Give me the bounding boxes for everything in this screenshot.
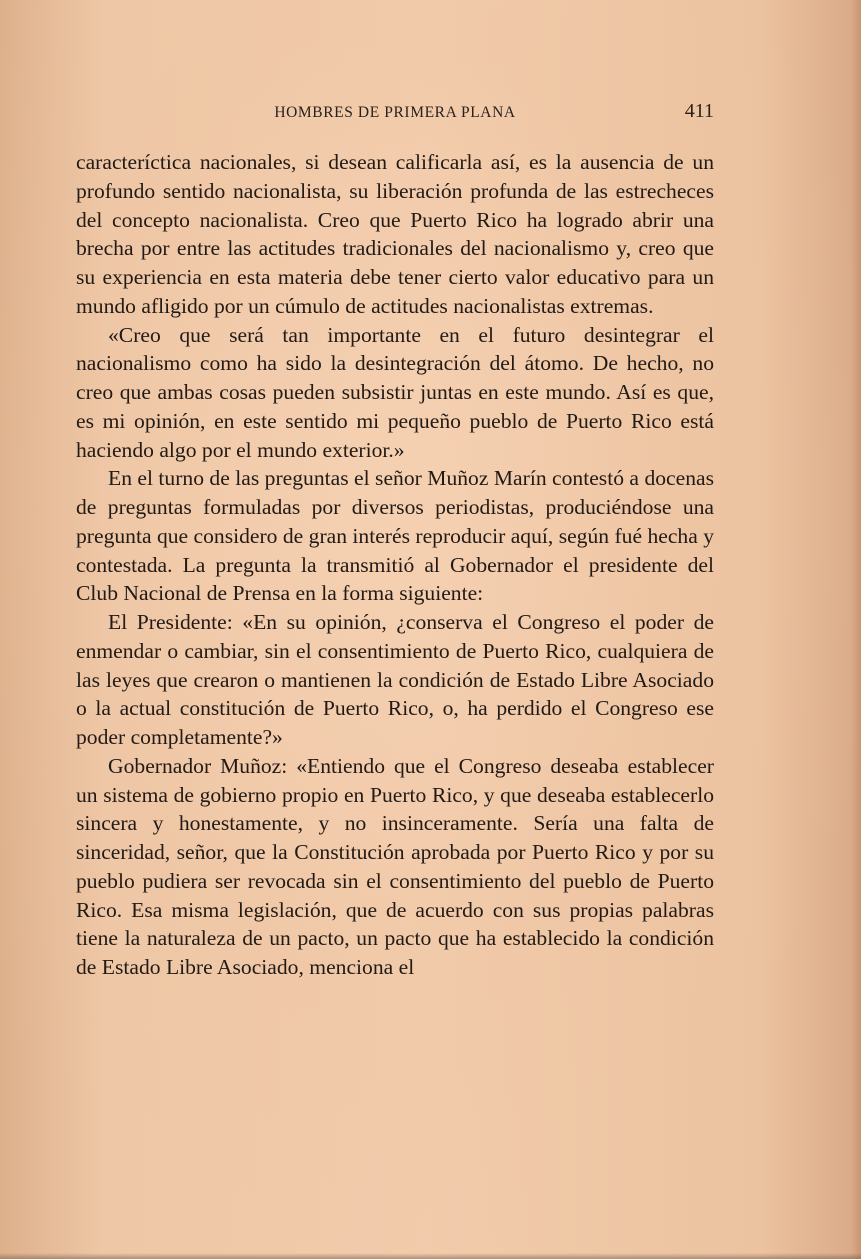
paragraph-2: «Creo que será tan importante en el futuro desintegrar el nacionalismo como ha sido la desintegración del átomo. De hecho, no creo que ambas cosas pueden subsistir juntas en este mundo. Así es que, es mi opinión, en este sentido mi pequeño pueblo de Puerto Rico está haciendo algo por el mundo exterior.» [76, 322, 714, 462]
page-bottom-shadow [0, 1253, 861, 1259]
paragraph-3: En el turno de las preguntas el señor Muñoz Marín contestó a docenas de preguntas formuladas por diversos periodistas, produciéndose una pregunta que considero de gran interés reproducir aquí, según fué hecha y contestada. La pregunta la transmitió al Gobernador el presidente del Club Nacional de Prensa en la forma siguiente: [76, 466, 714, 606]
paragraph-1: caracteríctica nacionales, si desean calificarla así, es la ausencia de un profundo sentido nacionalista, su liberación profunda de las estrecheces del concepto nacionalista. Creo que Puerto Rico ha logrado abrir una brecha por entre las actitudes tradicionales del nacionalismo y, creo que su experiencia en esta materia debe tener cierto valor educativo para un mundo afligido por un cúmulo de actitudes nacionalistas extremas. [76, 150, 714, 318]
paragraph-4: El Presidente: «En su opinión, ¿conserva el Congreso el poder de enmendar o cambiar, sin el consentimiento de Puerto Rico, cualquiera de las leyes que crearon o mantienen la condición de Estado Libre Asociado o la actual constitución de Puerto Rico, o, ha perdido el Congreso ese poder completamente?» [76, 610, 714, 749]
paragraph-5: Gobernador Muñoz: «Entiendo que el Congreso deseaba establecer un sistema de gobierno propio en Puerto Rico, y que deseaba establecerlo sincera y honestamente, y no insinceramente. Sería una falta de sinceridad, señor, que la Constitución aprobada por Puerto Rico y por su pueblo pudiera ser revocada sin el consentimiento del pueblo de Puerto Rico. Esa misma legislación, que de acuerdo con sus propias palabras tiene la naturaleza de un pacto, un pacto que ha establecido la condición de Estado Libre Asociado, menciona el [76, 753, 714, 979]
body-text [76, 148, 714, 982]
page-number: 411 [684, 100, 714, 122]
page-header [76, 100, 714, 128]
running-title: HOMBRES DE PRIMERA PLANA [274, 104, 516, 121]
page-edge-shadow [851, 0, 861, 1259]
